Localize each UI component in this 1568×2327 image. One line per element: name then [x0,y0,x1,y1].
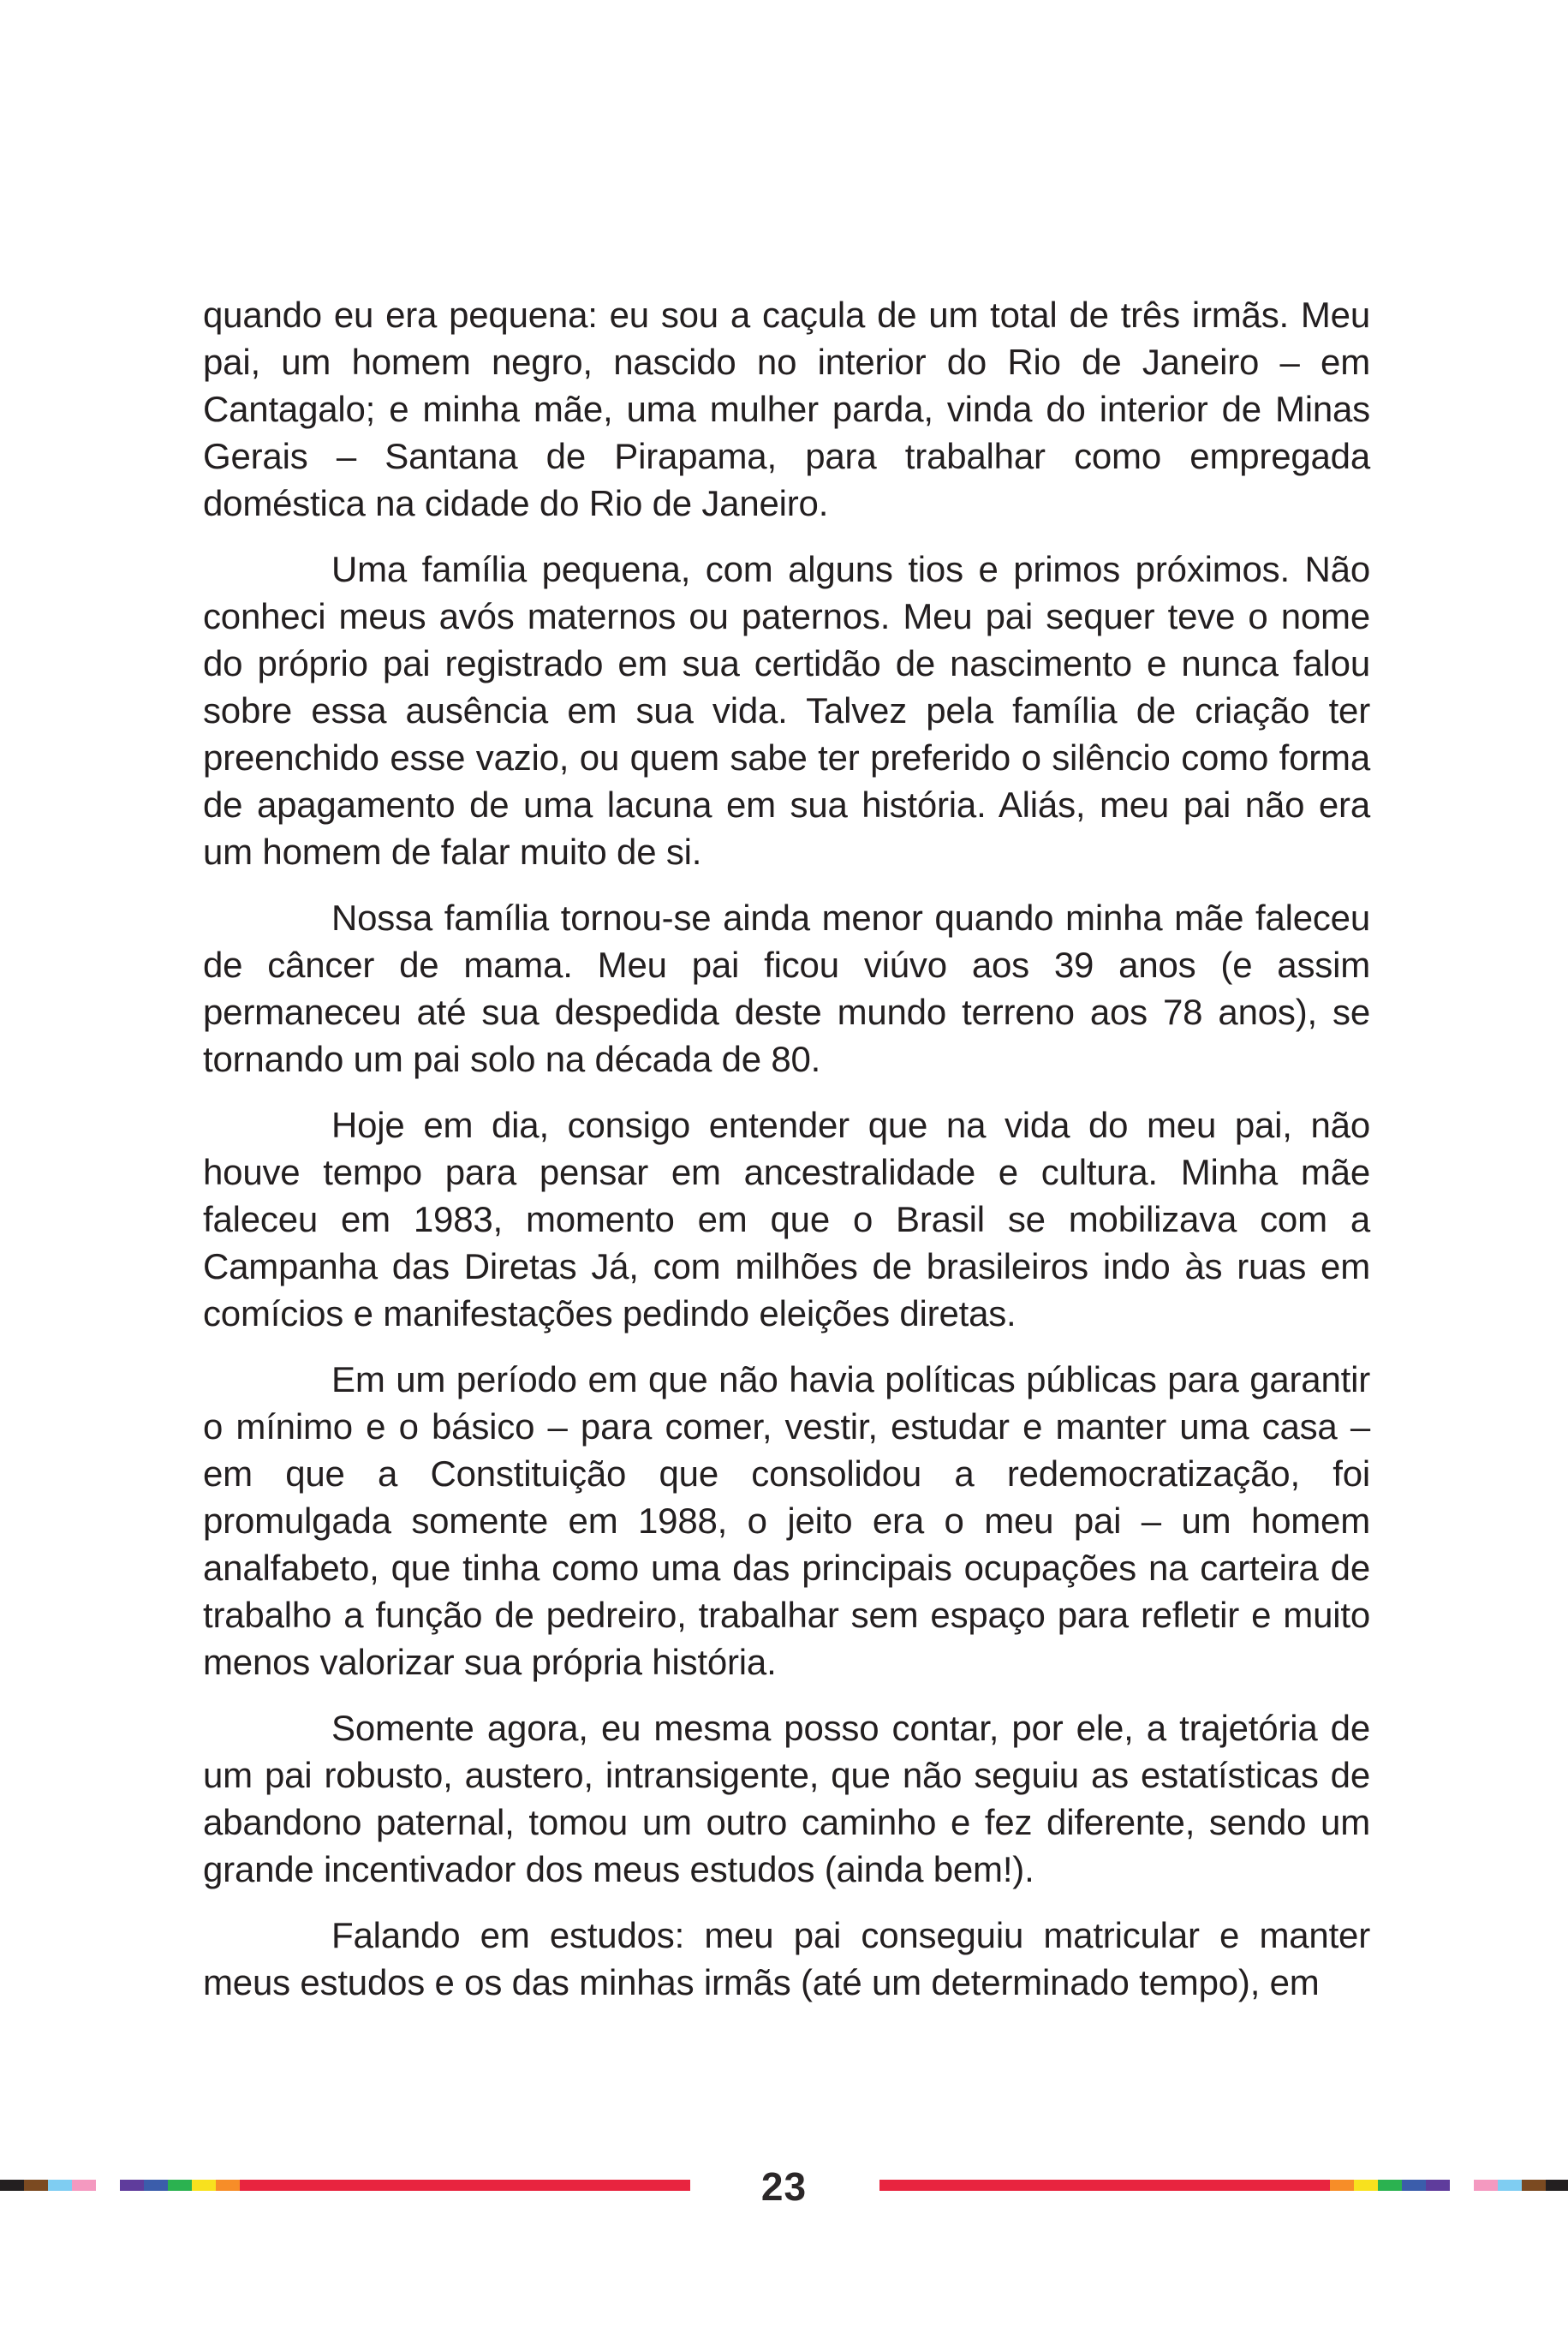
body-paragraph: Uma família pequena, com alguns tios e primos próximos. Não conheci meus avós maternos ou paternos. Meu pai sequer teve o nome do próprio pai registrado em sua certidão de nascimento e nunca falou sobre essa ausência em sua vida. Talvez pela família de criação ter preenchido esse vazio, ou quem sabe ter preferido o silêncio como forma de apagamento de uma lacuna em sua história. Aliás, meu pai não era um homem de falar muito de si. [203,549,1370,872]
page-text-block [203,291,1370,2025]
body-paragraph: Nossa família tornou-se ainda menor quando minha mãe faleceu de câncer de mama. Meu pai ficou viúvo aos 39 anos (e assim permaneceu até sua despedida deste mundo terreno aos 78 anos), se tornando um pai solo na década de 80. [203,898,1370,1079]
body-paragraph: Somente agora, eu mesma posso contar, por ele, a trajetória de um pai robusto, austero, intransigente, que não seguiu as estatísticas de abandono paternal, tomou um outro caminho e fez diferente, sendo um grande incentivador dos meus estudos (ainda bem!). [203,1708,1370,1889]
body-paragraph: Hoje em dia, consigo entender que na vida do meu pai, não houve tempo para pensar em ancestralidade e cultura. Minha mãe faleceu em 1983, momento em que o Brasil se mobilizava com a Campanha das Diretas Já, com milhões de brasileiros indo às ruas em comícios e manifestações pedindo eleições diretas. [203,1105,1370,1334]
body-paragraph: Falando em estudos: meu pai conseguiu matricular e manter meus estudos e os das minhas irmãs (até um determinado tempo), em [203,1915,1370,2002]
body-paragraph: Em um período em que não havia políticas públicas para garantir o mínimo e o básico – para comer, vestir, estudar e manter uma casa – em que a Constituição que consolidou a redemocratização, foi promulgada somente em 1988, o jeito era o meu pai – um homem analfabeto, que tinha como uma das principais ocupações na carteira de trabalho a função de pedreiro, trabalhar sem espaço para refletir e muito menos valorizar sua própria história. [203,1359,1370,1682]
body-paragraph: quando eu era pequena: eu sou a caçula de um total de três irmãs. Meu pai, um homem negro, nascido no interior do Rio de Janeiro – em Cantagalo; e minha mãe, uma mulher parda, vinda do interior de Minas Gerais – Santana de Pirapama, para trabalhar como empregada doméstica na cidade do Rio de Janeiro. [203,295,1370,523]
page-number: 23 [760,2164,808,2209]
